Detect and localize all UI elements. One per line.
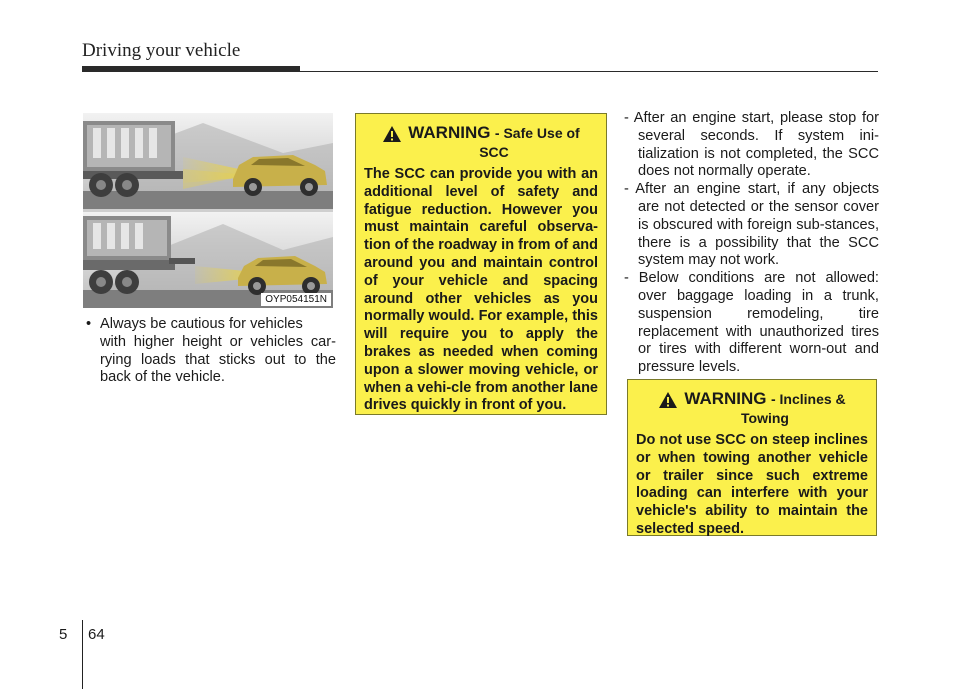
warning-triangle-icon bbox=[658, 391, 678, 409]
scc-illustration bbox=[83, 113, 333, 308]
warning-header bbox=[364, 124, 598, 162]
header-rule-thin bbox=[300, 71, 878, 72]
warning-triangle-icon bbox=[382, 125, 402, 143]
bullet-continuation: with higher height or vehicles car-rying loads that sticks out to the back of the vehicle. bbox=[100, 333, 336, 386]
warning-box-safe-use bbox=[355, 113, 607, 415]
warning-heading: WARNING bbox=[684, 389, 767, 408]
warning-subtitle-a: - Inclines & bbox=[770, 391, 846, 407]
page-header-title: Driving your vehicle bbox=[82, 40, 241, 61]
warning-subtitle-b: SCC bbox=[479, 144, 509, 160]
list-item: - After an engine start, if any objects are not detected or the sensor cover is obscured with foreign sub-stances, there is a possibility that the SCC system may not work. bbox=[624, 181, 879, 269]
warning-body: The SCC can provide you with an additional level of safety and fatigue reduction. However you must maintain careful observa-tion of the roadway in from of and around you and maintain control of your vehicle and spacing around other vehicles as you normally would. For example, this will require you to apply the brakes as needed when coming upon a slower moving vehicle, or when a vehi-cle from another lane drives quickly in front of you. bbox=[364, 166, 598, 414]
warning-title bbox=[408, 124, 579, 162]
bullet-line-1: Always be cautious for vehicles bbox=[100, 316, 303, 332]
bullet-marker: • bbox=[86, 316, 92, 332]
conditions-list bbox=[624, 110, 879, 377]
warning-title bbox=[684, 390, 845, 428]
warning-heading: WARNING bbox=[408, 123, 491, 142]
list-item: - After an engine start, please stop for several seconds. If system ini-tialization is not completed, the SCC does not normally operate. bbox=[624, 110, 879, 180]
chapter-number: 5 bbox=[59, 626, 68, 643]
page-number: 64 bbox=[88, 626, 105, 643]
figure-code-label: OYP054151N bbox=[261, 293, 331, 306]
warning-header bbox=[636, 390, 868, 428]
warning-body: Do not use SCC on steep inclines or when towing another vehicle or trailer since such extreme loading can interfere with your vehicle's ability to maintain the selected speed. bbox=[636, 432, 868, 537]
header-rule-thick bbox=[82, 66, 300, 72]
warning-subtitle-a: - Safe Use of bbox=[494, 125, 580, 141]
warning-box-inclines-towing bbox=[627, 379, 877, 536]
bullet-item bbox=[86, 316, 336, 387]
list-item: - Below conditions are not allowed: over baggage loading in a trunk, suspension remodeling, tire replacement with unauthorized tires or tires with different worn-out and pressure levels. bbox=[624, 270, 879, 376]
warning-subtitle-b: Towing bbox=[741, 410, 789, 426]
illustration-panel-truck-high bbox=[83, 113, 333, 209]
footer-divider bbox=[82, 620, 83, 689]
